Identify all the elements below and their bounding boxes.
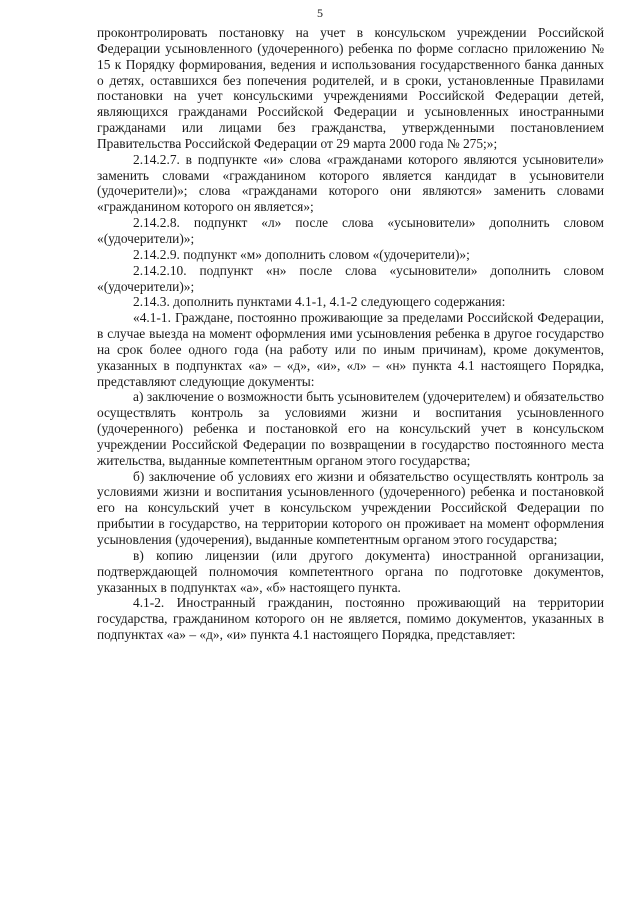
paragraph-2-14-2-7: 2.14.2.7. в подпункте «и» слова «гражданами которого являются усыновители» заменить словами «гражданином которого является кандидат в усыновители (удочерители)»; слова «гражданами которого они являются» заменить словами «гражданином которого он является»; (97, 151, 604, 215)
paragraph-2-14-2-8: 2.14.2.8. подпункт «л» после слова «усыновители» дополнить словом «(удочерители)»; (97, 215, 604, 246)
paragraph-4-1-2: 4.1-2. Иностранный гражданин, постоянно проживающий на территории государства, гражданином которого он не является, помимо документов, указанных в подпунктах «а» – «д», «и» пункта 4.1 настоящего Порядка, представляет: (97, 595, 604, 643)
paragraph-item-v: в) копию лицензии (или другого документа) иностранной организации, подтверждающей полномочия компетентного органа по подготовке документов, указанных в подпунктах «а», «б» настоящего пункта. (97, 547, 604, 595)
page-number: 5 (317, 6, 323, 20)
paragraph-continuation: проконтролировать постановку на учет в консульском учреждении Российской Федерации усыновленного (удочеренного) ребенка по форме согласно приложению № 15 к Порядку формирования, ведения и использования государственного банка данных о детях, оставшихся без попечения родителей, и в сроки, установленные Правилами постановки на учет консульскими учреждениями Российской Федерации детей, являющихся гражданами Российской Федерации и усыновленных иностранными гражданами или лицами без гражданства, утвержденными постановлением Правительства Российской Федерации от 29 марта 2000 года № 275;»; (97, 25, 604, 151)
paragraph-4-1-1: «4.1-1. Граждане, постоянно проживающие за пределами Российской Федерации, в случае выезда на момент оформления ими усыновления ребенка в другое государство на срок более одного года (на работу или по иным причинам), кроме документов, указанных в подпунктах «а» – «д», «и», «л» – «н» пункта 4.1 настоящего Порядка, представляют следующие документы: (97, 310, 604, 389)
paragraph-2-14-2-10: 2.14.2.10. подпункт «н» после слова «усыновители» дополнить словом «(удочерители)»; (97, 262, 604, 294)
paragraph-2-14-3: 2.14.3. дополнить пунктами 4.1-1, 4.1-2 следующего содержания: (133, 294, 506, 310)
paragraph-2-14-2-9: 2.14.2.9. подпункт «м» дополнить словом «(удочерители)»; (133, 246, 470, 262)
paragraph-item-b: б) заключение об условиях его жизни и обязательство осуществлять контроль за условиями жизни и воспитания усыновленного (удочеренного) ребенка и постановкой его на консульский учет в консульском учреждении Российской Федерации по прибытии в государство, на территории которого он проживает на момент оформления усыновления (удочерения), выданные компетентным органом этого государства; (97, 468, 604, 547)
document-body (97, 25, 604, 643)
paragraph-item-a: а) заключение о возможности быть усыновителем (удочерителем) и обязательство осуществлять контроль за условиями жизни и воспитания усыновленного (удочеренного) ребенка и постановкой его на консульский учет в консульском учреждении Российской Федерации по возвращении в государство постоянного места жительства, выданные компетентным органом этого государства; (97, 389, 604, 468)
